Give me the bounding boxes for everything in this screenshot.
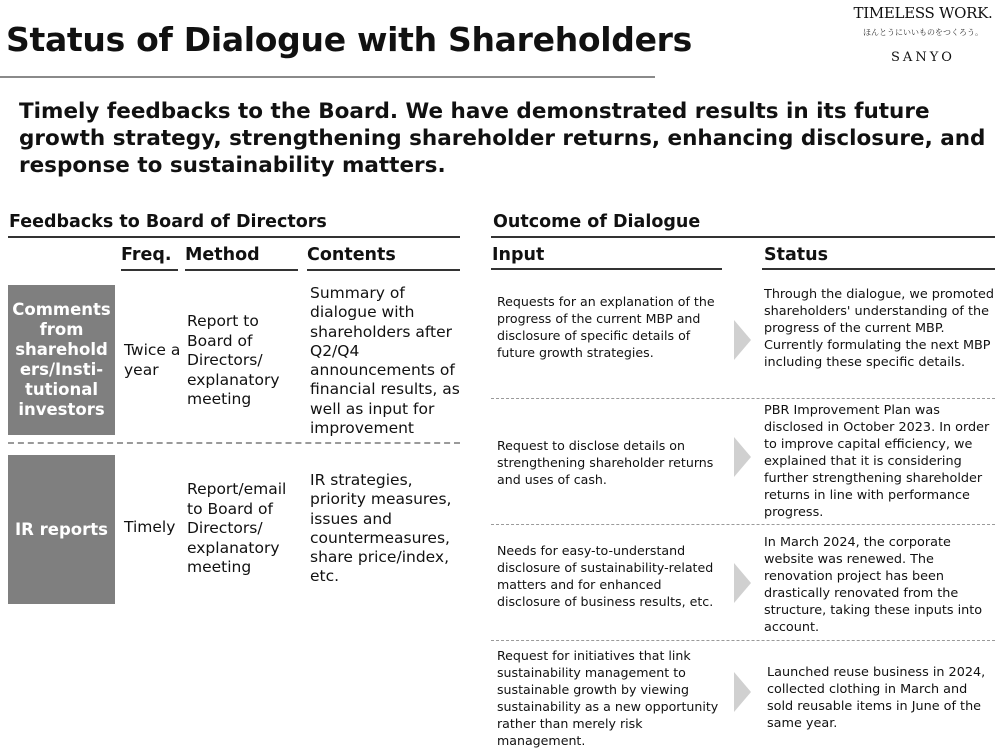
outcome-input: Request to disclose details on strengthening shareholder returns and uses of cash. (497, 438, 714, 487)
col-status-header: Status (764, 245, 829, 265)
outcome-status: Through the dialogue, we promoted shareholders' understanding of the progress of the current MBP. Currently formulating the next MBP including these specific details. (764, 287, 995, 370)
feedback-freq: Twice a year (124, 341, 181, 379)
outcome-status: In March 2024, the corporate website was renewed. The renovation project has been drastically renovated from the structure, taking these inputs into account. (764, 535, 983, 635)
outcome-input: Needs for easy-to-understand disclosure of sustainability-related matters and for enhanced disclosure of business results, etc. (497, 543, 714, 609)
outcome-input: Request for initiatives that link sustainability management to sustainable growth by viewing sustainability as a new opportunity rather than merely risk management. (497, 648, 719, 748)
arrow-right-icon (734, 320, 751, 360)
col-contents-header: Contents (307, 245, 396, 265)
feedback-heading: Feedbacks to Board of Directors (9, 212, 327, 232)
company-logo-subtext: ほんとうにいいものをつくろう。 (863, 28, 983, 37)
arrow-right-icon (734, 672, 751, 712)
lead-statement: Timely feedbacks to the Board. We have demonstrated results in its future growth strategy, strengthening shareholder returns, enhancing disclosure, and response to sustainability matters. (19, 99, 986, 178)
arrow-right-icon (734, 563, 751, 603)
feedback-source-text: IR reports (15, 519, 108, 539)
outcome-row-divider (491, 398, 995, 399)
feedback-freq: Timely (124, 518, 176, 536)
feedback-method: Report/email to Board of Directors/ explanatory meeting (187, 480, 287, 576)
arrow-right-icon (734, 437, 751, 477)
outcome-row-divider (491, 524, 995, 525)
col-input-header: Input (492, 245, 545, 265)
title-underline (0, 76, 655, 78)
col-method-header: Method (185, 245, 260, 265)
company-logo-brand: SANYO (891, 50, 955, 65)
col-method-rule (185, 269, 298, 271)
col-input-rule (491, 268, 722, 270)
outcome-input: Requests for an explanation of the progress of the current MBP and disclosure of specific details of future growth strategies. (497, 294, 715, 360)
col-freq-header: Freq. (121, 245, 172, 265)
page-title: Status of Dialogue with Shareholders (6, 20, 693, 59)
col-status-rule (762, 268, 995, 270)
col-freq-rule (121, 269, 178, 271)
feedback-source-label (8, 285, 115, 435)
feedback-contents: Summary of dialogue with shareholders after Q2/Q4 announcements of financial results, as well as input for improvement (310, 284, 460, 438)
feedback-source-text: Comments from sharehold ers/Insti- tutional investors (12, 300, 111, 419)
feedback-contents: IR strategies, priority measures, issues and countermeasures, share price/index, etc. (310, 471, 452, 586)
outcome-heading-rule (491, 236, 995, 238)
outcome-heading: Outcome of Dialogue (493, 212, 701, 232)
feedback-heading-rule (8, 236, 460, 238)
col-contents-rule (307, 269, 460, 271)
outcome-status: Launched reuse business in 2024, collected clothing in March and sold reusable items in June of the same year. (767, 665, 986, 731)
feedback-source-label (8, 455, 115, 604)
company-logo-tagline: TIMELESS WORK. (853, 4, 993, 22)
outcome-status: PBR Improvement Plan was disclosed in October 2023. In order to improve capital efficiency, we explained that it is considering further strengthening shareholder returns in line with performance progress. (764, 403, 990, 520)
outcome-row-divider (491, 640, 995, 641)
feedback-method: Report to Board of Directors/ explanatory meeting (187, 312, 280, 408)
feedback-row-divider (8, 442, 460, 444)
